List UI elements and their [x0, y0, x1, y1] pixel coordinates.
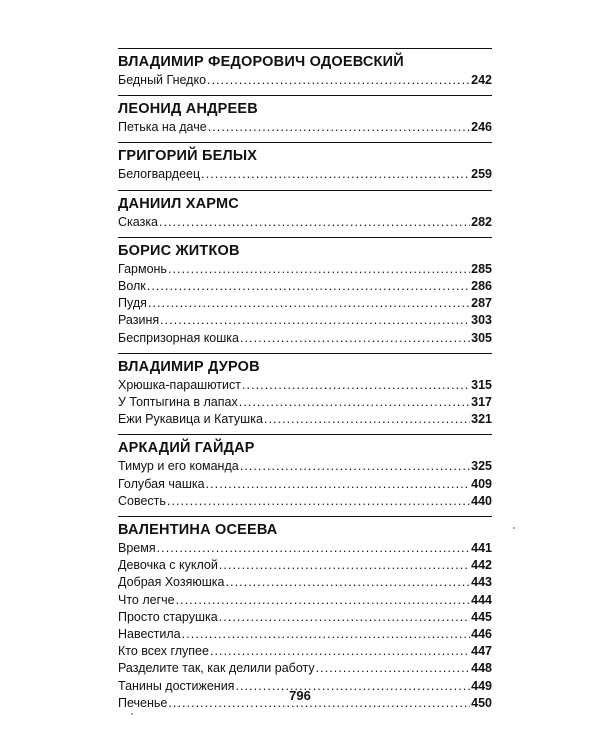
author-heading: ВЛАДИМИР ФЕДОРОВИЧ ОДОЕВСКИЙ	[118, 48, 492, 71]
entry-page: 440	[471, 493, 492, 508]
dot-leader	[240, 330, 470, 347]
author-heading: ВЛАДИМИР ДУРОВ	[118, 353, 492, 376]
entry-title: Беспризорная кошка	[118, 330, 239, 345]
toc-entry	[118, 660, 492, 677]
toc-entry	[118, 626, 492, 643]
dot-leader	[239, 394, 470, 411]
toc-entry	[118, 214, 492, 231]
toc-entry	[118, 312, 492, 329]
entry-page: 317	[471, 395, 492, 410]
toc-entry	[118, 643, 492, 660]
table-of-contents	[118, 48, 492, 718]
toc-section	[118, 353, 492, 429]
entry-page: 286	[471, 279, 492, 294]
entry-page: 446	[471, 627, 492, 642]
dot-leader	[240, 458, 470, 475]
toc-entry	[118, 377, 492, 394]
author-heading: ГРИГОРИЙ БЕЛЫХ	[118, 142, 492, 165]
entry-page: 443	[471, 575, 492, 590]
entry-title: Печенье	[118, 695, 168, 710]
entry-page: 449	[471, 678, 492, 693]
scan-speck	[513, 527, 515, 529]
entry-title: Гармонь	[118, 261, 167, 276]
dot-leader	[160, 312, 470, 329]
entry-title: Сказка	[118, 214, 159, 229]
entry-title: Разделите так, как делили работу	[118, 661, 315, 676]
entry-page: 450	[471, 695, 492, 710]
dot-leader	[242, 377, 470, 394]
dot-leader	[264, 411, 470, 428]
entry-title: Ежи Рукавица и Катушка	[118, 412, 263, 427]
dot-leader	[207, 72, 470, 89]
author-heading: АРКАДИЙ ГАЙДАР	[118, 434, 492, 457]
entry-page: 321	[471, 412, 492, 427]
entry-title: Просто старушка	[118, 609, 218, 624]
dot-leader	[206, 476, 471, 493]
toc-entry	[118, 609, 492, 626]
scan-speck	[131, 713, 133, 715]
entry-title: Время	[118, 541, 156, 556]
entry-title: Хрюшка-парашютист	[118, 377, 241, 392]
dot-leader	[168, 261, 470, 278]
author-heading: ВАЛЕНТИНА ОСЕЕВА	[118, 516, 492, 539]
entry-title: Танины достижения	[118, 678, 235, 693]
toc-entry	[118, 72, 492, 89]
entry-page: 315	[471, 377, 492, 392]
author-heading: БОРИС ЖИТКОВ	[118, 237, 492, 260]
dot-leader	[176, 592, 471, 609]
entry-page: 259	[471, 167, 492, 182]
toc-entry	[118, 476, 492, 493]
entry-title: Голубая чашка	[118, 476, 205, 491]
author-heading: ЛЕОНИД АНДРЕЕВ	[118, 95, 492, 118]
dot-leader	[201, 166, 470, 183]
toc-entry	[118, 295, 492, 312]
entry-title: Тимур и его команда	[118, 459, 239, 474]
toc-entry	[118, 411, 492, 428]
toc-entry	[118, 458, 492, 475]
dot-leader	[157, 540, 471, 557]
dot-leader	[219, 609, 470, 626]
entry-page: 282	[471, 214, 492, 229]
entry-title: Навестила	[118, 627, 181, 642]
entry-title: Пудя	[118, 296, 147, 311]
entry-title: Кто всех глупее	[118, 644, 209, 659]
toc-section	[118, 516, 492, 712]
entry-title: У Топтыгина в лапах	[118, 395, 238, 410]
entry-page: 303	[471, 313, 492, 328]
entry-title: Совесть	[118, 493, 166, 508]
entry-title: Петька на даче	[118, 120, 207, 135]
dot-leader	[182, 626, 471, 643]
toc-section	[118, 95, 492, 136]
toc-entry	[118, 330, 492, 347]
toc-section	[118, 48, 492, 89]
entry-page: 305	[471, 330, 492, 345]
toc-entry	[118, 394, 492, 411]
entry-page: 287	[471, 296, 492, 311]
page-number: 796	[289, 688, 311, 703]
toc-section	[118, 434, 492, 510]
dot-leader	[208, 119, 470, 136]
toc-entry	[118, 166, 492, 183]
entry-page: 246	[471, 120, 492, 135]
entry-page: 409	[471, 476, 492, 491]
entry-page: 448	[471, 661, 492, 676]
entry-title: Бедный Гнедко	[118, 73, 207, 87]
dot-leader	[159, 214, 470, 231]
toc-section	[118, 237, 492, 347]
toc-entry	[118, 574, 492, 591]
dot-leader	[219, 557, 470, 574]
author-heading: ДАНИИЛ ХАРМС	[118, 190, 492, 213]
entry-title: Девочка с куклой	[118, 558, 218, 573]
toc-entry	[118, 261, 492, 278]
toc-entry	[118, 540, 492, 557]
dot-leader	[147, 278, 470, 295]
entry-page: 442	[471, 558, 492, 573]
dot-leader	[225, 574, 470, 591]
toc-entry	[118, 592, 492, 609]
entry-title: Разиня	[118, 313, 160, 328]
entry-page: 285	[471, 261, 492, 276]
entry-page: 441	[471, 541, 492, 556]
entry-page: 325	[471, 459, 492, 474]
dot-leader	[148, 295, 470, 312]
entry-title: Что легче	[118, 592, 175, 607]
toc-section	[118, 190, 492, 231]
toc-entry	[118, 278, 492, 295]
entry-page: 447	[471, 644, 492, 659]
dot-leader	[316, 660, 471, 677]
toc-entry	[118, 557, 492, 574]
toc-section	[118, 142, 492, 183]
entry-page: 242	[471, 73, 492, 87]
dot-leader	[167, 493, 470, 510]
entry-title: Добрая Хозяюшка	[118, 575, 225, 590]
entry-title: Белогвардеец	[118, 167, 201, 182]
entry-page: 445	[471, 609, 492, 624]
toc-entry	[118, 119, 492, 136]
entry-page: 444	[471, 592, 492, 607]
toc-entry	[118, 493, 492, 510]
dot-leader	[210, 643, 470, 660]
entry-title: Волк	[118, 279, 146, 294]
